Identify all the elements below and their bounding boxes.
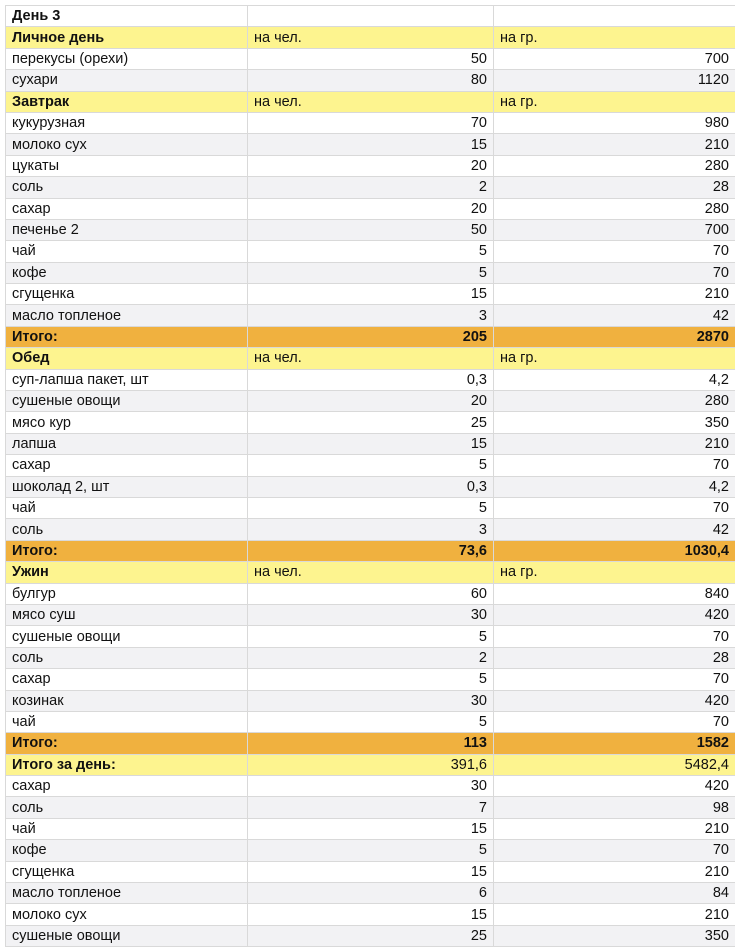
- cell-per-group[interactable]: 350: [494, 925, 735, 946]
- cell-label[interactable]: сушеные овощи: [6, 626, 248, 647]
- section-header-row: [6, 348, 735, 369]
- cell-per-group[interactable]: 70: [494, 497, 735, 518]
- cell-per-person[interactable]: 5: [248, 711, 494, 732]
- cell-per-group[interactable]: 420: [494, 604, 735, 625]
- cell-per-person[interactable]: 80: [248, 70, 494, 91]
- cell-per-person[interactable]: 5: [248, 455, 494, 476]
- table-row: [6, 497, 735, 518]
- cell-label[interactable]: соль: [6, 519, 248, 540]
- table-row: [6, 690, 735, 711]
- table-row: [6, 134, 735, 155]
- cell-per-person[interactable]: 20: [248, 391, 494, 412]
- cell-label[interactable]: сгущенка: [6, 284, 248, 305]
- cell-per-group[interactable]: 280: [494, 198, 735, 219]
- table-row: [6, 433, 735, 454]
- cell-per-person[interactable]: 50: [248, 48, 494, 69]
- cell-label[interactable]: печенье 2: [6, 219, 248, 240]
- table-row: [6, 583, 735, 604]
- cell-per-group[interactable]: 2870: [494, 326, 735, 347]
- cell-per-group[interactable]: 210: [494, 818, 735, 839]
- cell-per-person[interactable]: 2: [248, 647, 494, 668]
- table-row: [6, 305, 735, 326]
- table-row: [6, 647, 735, 668]
- cell-label[interactable]: соль: [6, 797, 248, 818]
- cell-per-person[interactable]: 30: [248, 690, 494, 711]
- cell-label[interactable]: чай: [6, 711, 248, 732]
- table-row: [6, 112, 735, 133]
- cell-per-group[interactable]: 420: [494, 690, 735, 711]
- cell-per-person[interactable]: 25: [248, 925, 494, 946]
- table-row: [6, 70, 735, 91]
- table-row: [6, 48, 735, 69]
- cell-per-person[interactable]: 25: [248, 412, 494, 433]
- cell-per-group[interactable]: 70: [494, 262, 735, 283]
- cell-per-group[interactable]: 210: [494, 861, 735, 882]
- cell-per-group[interactable]: 28: [494, 647, 735, 668]
- section-total-row: [6, 733, 735, 754]
- cell-per-group[interactable]: 70: [494, 241, 735, 262]
- cell-label[interactable]: кукурузная: [6, 112, 248, 133]
- cell-per-person[interactable]: 5: [248, 840, 494, 861]
- cell-label[interactable]: шоколад 2, шт: [6, 476, 248, 497]
- table-row: [6, 669, 735, 690]
- cell-per-group[interactable]: 42: [494, 519, 735, 540]
- cell-label[interactable]: мясо суш: [6, 604, 248, 625]
- table-row: [6, 840, 735, 861]
- cell-label[interactable]: масло топленое: [6, 883, 248, 904]
- section-header-row: [6, 562, 735, 583]
- cell-per-person[interactable]: 15: [248, 134, 494, 155]
- cell-label[interactable]: булгур: [6, 583, 248, 604]
- cell-label[interactable]: чай: [6, 818, 248, 839]
- cell-label[interactable]: перекусы (орехи): [6, 48, 248, 69]
- cell-per-person[interactable]: 7: [248, 797, 494, 818]
- table-row: [6, 177, 735, 198]
- cell-label[interactable]: Обед: [6, 348, 248, 369]
- cell-label[interactable]: соль: [6, 647, 248, 668]
- cell-per-group-header[interactable]: на гр.: [494, 27, 735, 48]
- table-row: [6, 604, 735, 625]
- cell-per-group[interactable]: 350: [494, 412, 735, 433]
- cell-per-person[interactable]: 3: [248, 519, 494, 540]
- cell-per-group[interactable]: 700: [494, 48, 735, 69]
- table-row: [6, 904, 735, 925]
- cell-per-group[interactable]: 70: [494, 455, 735, 476]
- cell-per-group[interactable]: 210: [494, 904, 735, 925]
- table-row: [6, 155, 735, 176]
- cell-per-person[interactable]: 5: [248, 497, 494, 518]
- cell-per-person[interactable]: 73,6: [248, 540, 494, 561]
- cell-label[interactable]: чай: [6, 241, 248, 262]
- cell-per-group-header[interactable]: на гр.: [494, 348, 735, 369]
- cell-per-person[interactable]: 20: [248, 198, 494, 219]
- table-row: [6, 369, 735, 390]
- cell-per-person[interactable]: 5: [248, 626, 494, 647]
- day-total-row: [6, 754, 735, 775]
- cell-per-person[interactable]: 0,3: [248, 369, 494, 390]
- cell-label[interactable]: мясо кур: [6, 412, 248, 433]
- cell-per-group[interactable]: 42: [494, 305, 735, 326]
- cell-per-person[interactable]: 391,6: [248, 754, 494, 775]
- cell-label[interactable]: сахар: [6, 776, 248, 797]
- cell-per-person[interactable]: 0,3: [248, 476, 494, 497]
- cell-per-group[interactable]: 840: [494, 583, 735, 604]
- cell-per-group[interactable]: 280: [494, 155, 735, 176]
- cell-per-person[interactable]: 6: [248, 883, 494, 904]
- table-row: [6, 284, 735, 305]
- cell-label[interactable]: День 3: [6, 6, 248, 27]
- cell-per-group[interactable]: 210: [494, 284, 735, 305]
- cell-per-group[interactable]: 700: [494, 219, 735, 240]
- section-header-row: [6, 91, 735, 112]
- cell-per-person-header[interactable]: на чел.: [248, 562, 494, 583]
- cell-label[interactable]: Завтрак: [6, 91, 248, 112]
- cell-label[interactable]: Итого:: [6, 326, 248, 347]
- cell-per-group[interactable]: [494, 6, 735, 27]
- cell-per-group[interactable]: 28: [494, 177, 735, 198]
- table-row: [6, 455, 735, 476]
- cell-per-group-header[interactable]: на гр.: [494, 91, 735, 112]
- cell-per-person[interactable]: 70: [248, 112, 494, 133]
- cell-label[interactable]: сушеные овощи: [6, 925, 248, 946]
- table-row: [6, 412, 735, 433]
- spreadsheet-body: [6, 6, 735, 947]
- cell-per-person[interactable]: 50: [248, 219, 494, 240]
- sheet-title-row: [6, 6, 735, 27]
- table-row: [6, 818, 735, 839]
- cell-per-person[interactable]: 5: [248, 241, 494, 262]
- cell-per-person[interactable]: 15: [248, 861, 494, 882]
- cell-per-group[interactable]: 4,2: [494, 476, 735, 497]
- cell-per-person[interactable]: [248, 6, 494, 27]
- cell-per-group[interactable]: 1120: [494, 70, 735, 91]
- table-row: [6, 797, 735, 818]
- cell-per-group-header[interactable]: на гр.: [494, 562, 735, 583]
- cell-label[interactable]: масло топленое: [6, 305, 248, 326]
- cell-label[interactable]: кофе: [6, 262, 248, 283]
- cell-per-group[interactable]: 210: [494, 433, 735, 454]
- cell-label[interactable]: сухари: [6, 70, 248, 91]
- cell-per-group[interactable]: 1582: [494, 733, 735, 754]
- cell-per-person[interactable]: 5: [248, 262, 494, 283]
- cell-per-person[interactable]: 205: [248, 326, 494, 347]
- spreadsheet-table: [5, 5, 735, 947]
- cell-label[interactable]: соль: [6, 177, 248, 198]
- cell-label[interactable]: Личное день: [6, 27, 248, 48]
- cell-label[interactable]: молоко сух: [6, 904, 248, 925]
- table-row: [6, 391, 735, 412]
- table-row: [6, 883, 735, 904]
- cell-label[interactable]: молоко сух: [6, 134, 248, 155]
- cell-per-person[interactable]: 5: [248, 669, 494, 690]
- cell-label[interactable]: сгущенка: [6, 861, 248, 882]
- table-row: [6, 711, 735, 732]
- cell-per-person[interactable]: 15: [248, 433, 494, 454]
- section-total-row: [6, 540, 735, 561]
- cell-per-person-header[interactable]: на чел.: [248, 91, 494, 112]
- cell-per-person[interactable]: 60: [248, 583, 494, 604]
- table-row: [6, 241, 735, 262]
- cell-label[interactable]: кофе: [6, 840, 248, 861]
- table-row: [6, 198, 735, 219]
- cell-per-group[interactable]: 70: [494, 840, 735, 861]
- cell-per-person[interactable]: 3: [248, 305, 494, 326]
- table-row: [6, 476, 735, 497]
- cell-per-group[interactable]: 4,2: [494, 369, 735, 390]
- cell-per-person[interactable]: 15: [248, 904, 494, 925]
- cell-label[interactable]: Итого:: [6, 733, 248, 754]
- cell-per-group[interactable]: 280: [494, 391, 735, 412]
- cell-per-person[interactable]: 30: [248, 776, 494, 797]
- cell-per-person[interactable]: 20: [248, 155, 494, 176]
- cell-per-person[interactable]: 113: [248, 733, 494, 754]
- cell-per-person-header[interactable]: на чел.: [248, 348, 494, 369]
- table-row: [6, 262, 735, 283]
- section-header-row: [6, 27, 735, 48]
- section-total-row: [6, 326, 735, 347]
- cell-label[interactable]: суп-лапша пакет, шт: [6, 369, 248, 390]
- cell-label[interactable]: сахар: [6, 198, 248, 219]
- table-row: [6, 861, 735, 882]
- cell-label[interactable]: цукаты: [6, 155, 248, 176]
- cell-per-person[interactable]: 2: [248, 177, 494, 198]
- cell-label[interactable]: сахар: [6, 455, 248, 476]
- table-row: [6, 925, 735, 946]
- cell-label[interactable]: козинак: [6, 690, 248, 711]
- cell-per-group[interactable]: 70: [494, 626, 735, 647]
- cell-per-person[interactable]: 15: [248, 818, 494, 839]
- table-row: [6, 219, 735, 240]
- cell-per-group[interactable]: 70: [494, 711, 735, 732]
- cell-per-person-header[interactable]: на чел.: [248, 27, 494, 48]
- cell-label[interactable]: чай: [6, 497, 248, 518]
- cell-label[interactable]: сахар: [6, 669, 248, 690]
- cell-per-group[interactable]: 1030,4: [494, 540, 735, 561]
- cell-per-group[interactable]: 5482,4: [494, 754, 735, 775]
- cell-label[interactable]: лапша: [6, 433, 248, 454]
- table-row: [6, 626, 735, 647]
- cell-per-group[interactable]: 98: [494, 797, 735, 818]
- cell-per-group[interactable]: 420: [494, 776, 735, 797]
- cell-label[interactable]: Ужин: [6, 562, 248, 583]
- cell-per-group[interactable]: 980: [494, 112, 735, 133]
- cell-label[interactable]: сушеные овощи: [6, 391, 248, 412]
- cell-per-group[interactable]: 210: [494, 134, 735, 155]
- table-row: [6, 519, 735, 540]
- table-row: [6, 776, 735, 797]
- cell-per-group[interactable]: 70: [494, 669, 735, 690]
- cell-label[interactable]: Итого:: [6, 540, 248, 561]
- cell-label[interactable]: Итого за день:: [6, 754, 248, 775]
- cell-per-group[interactable]: 84: [494, 883, 735, 904]
- cell-per-person[interactable]: 15: [248, 284, 494, 305]
- cell-per-person[interactable]: 30: [248, 604, 494, 625]
